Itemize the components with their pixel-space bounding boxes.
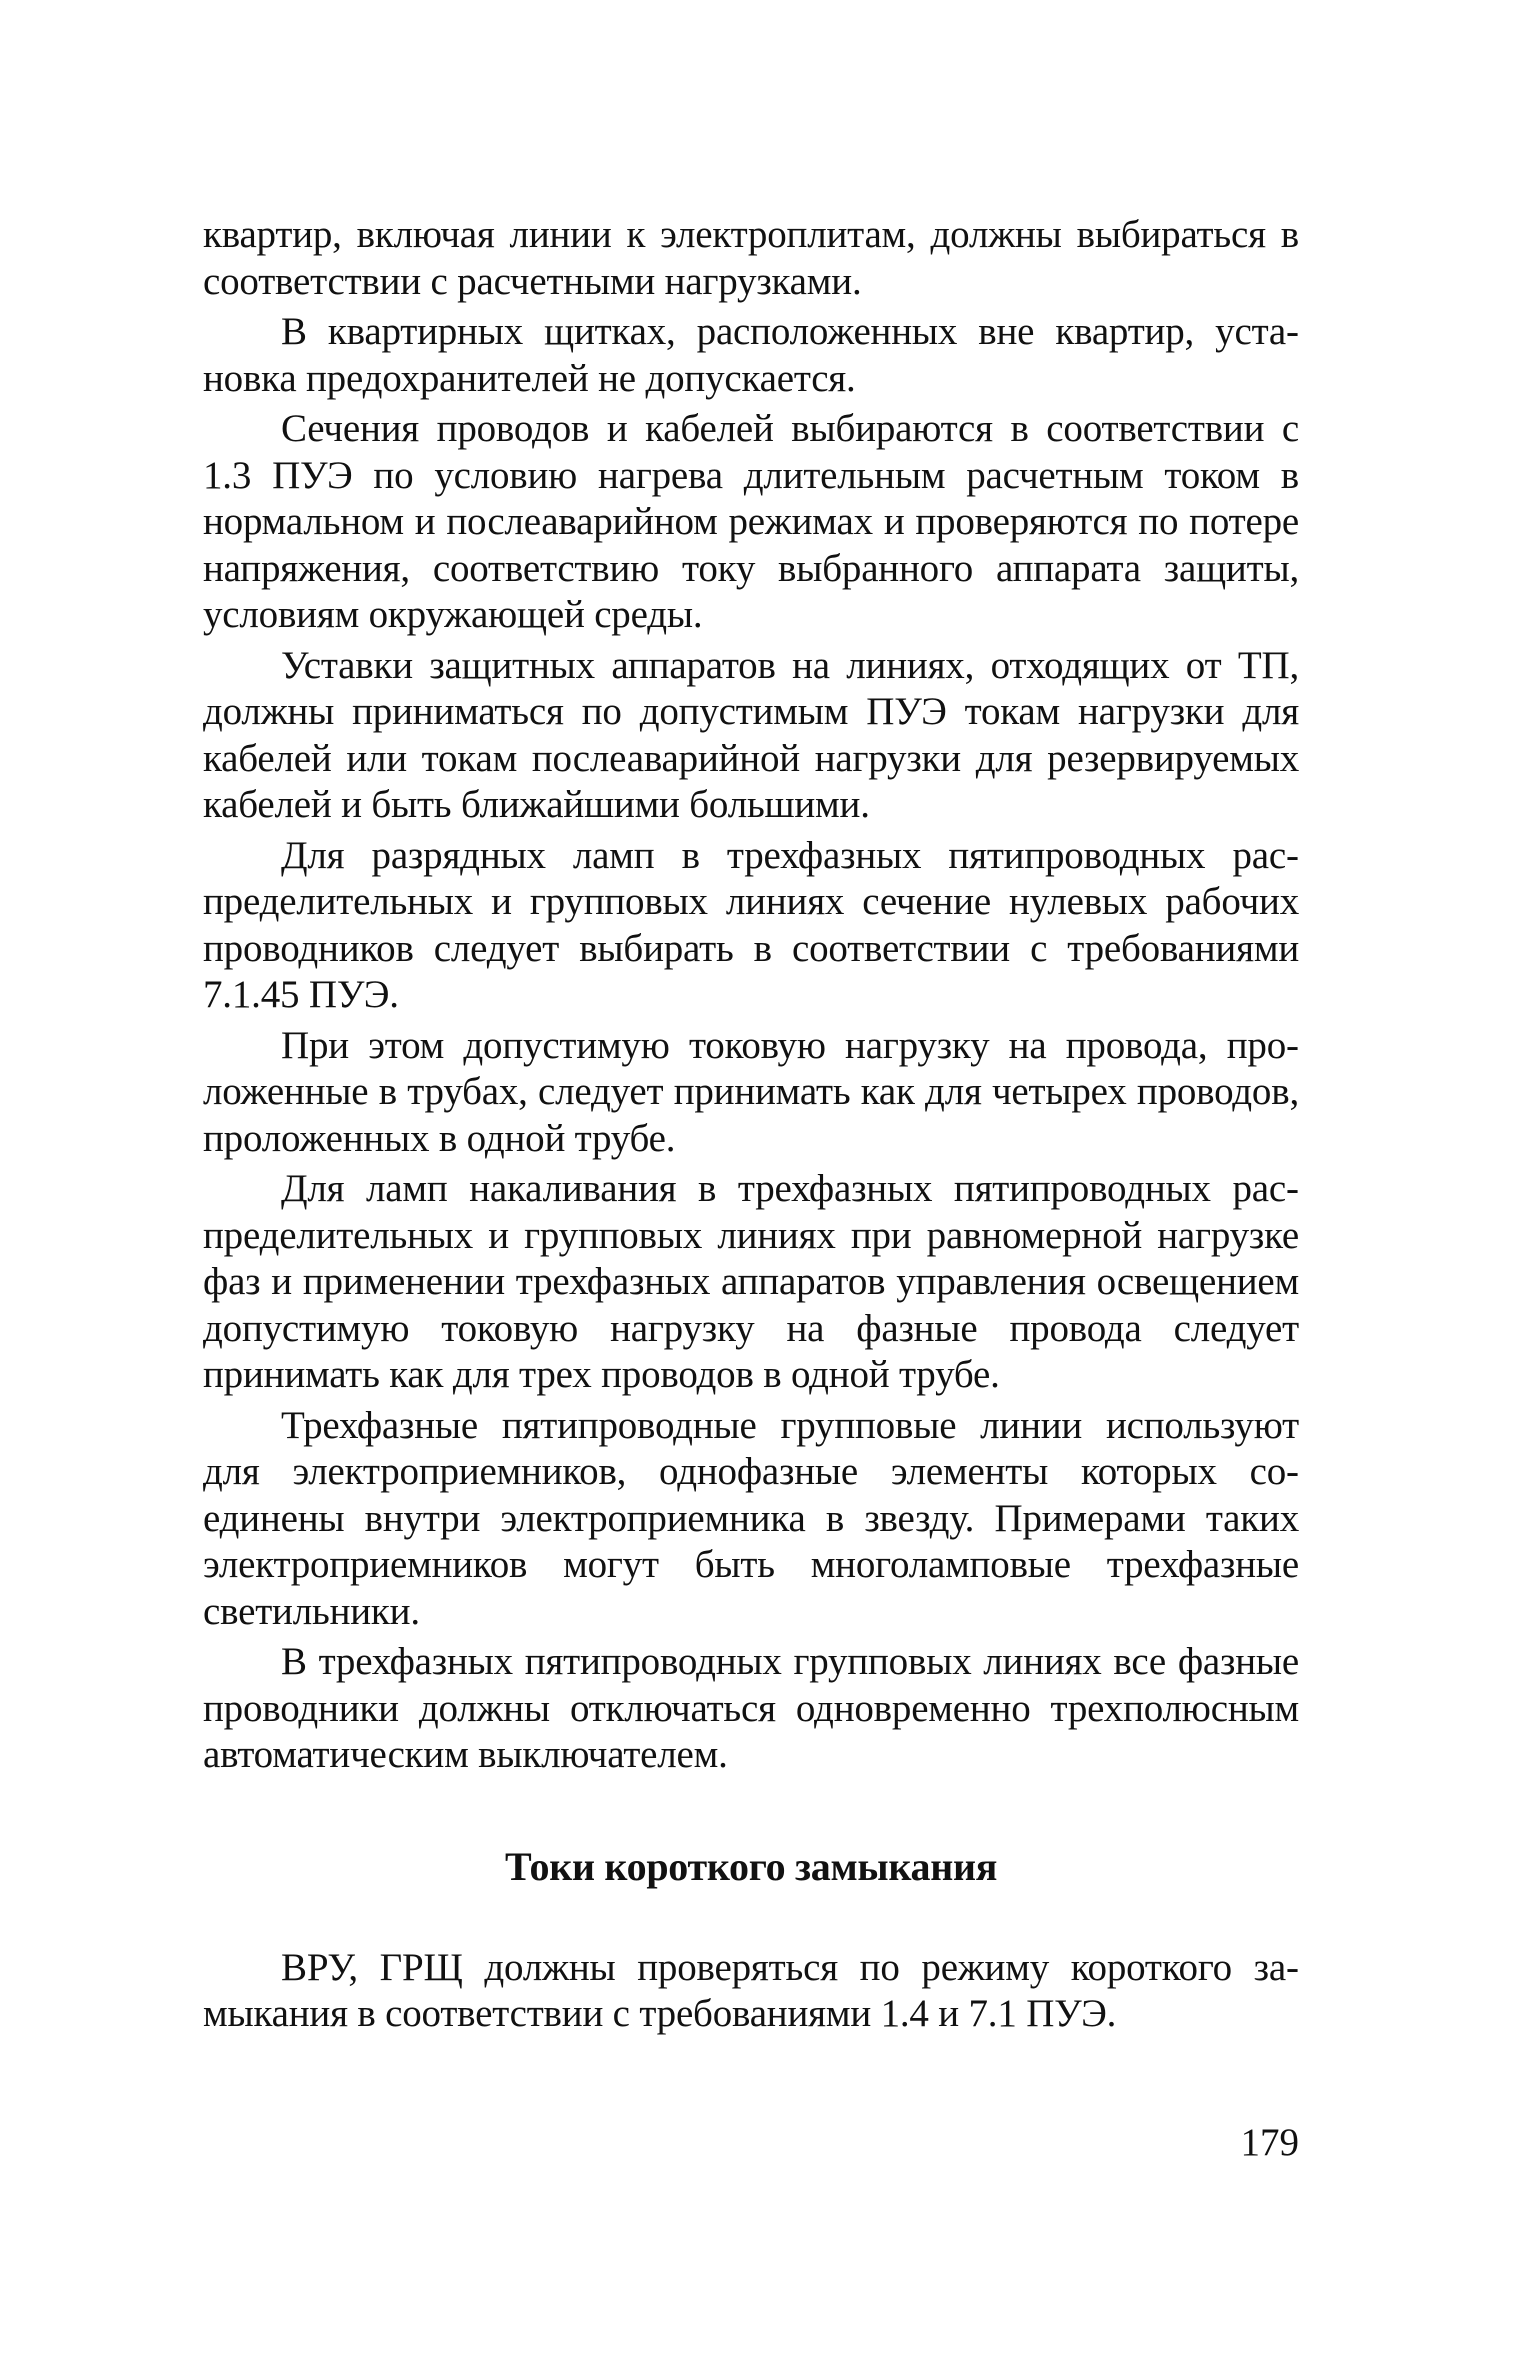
text-column <box>203 212 1299 2042</box>
paragraph-6: При этом допустимую токовую нагрузку на провода, проложенные в трубах, следует принимать как для четырех проводов, проложенных в одной трубе. <box>203 1023 1299 1160</box>
paragraph-2: В квартирных щитках, расположенных вне квартир, установка предохранителей не допускается. <box>203 310 1299 400</box>
section-paragraph-1: ВРУ, ГРЩ должны проверяться по режиму короткого замыкания в соответствии с требованиями 1.4 и 7.1 ПУЭ. <box>203 1945 1299 2035</box>
paragraph-7: Для ламп накаливания в трехфазных пятипроводных распределительных и групповых линиях при равномерной нагрузке фаз и применении трехфазных аппаратов управления освещением допустимую токовую нагрузку на фазные провода следует принимать как для трех проводов в одной трубе. <box>203 1167 1299 1396</box>
page-number: 179 <box>1240 2121 1299 2164</box>
paragraph-8: Трехфазные пятипроводные групповые линии используют для электроприемников, однофазные элементы которых соединены внутри электроприемника в звезду. Примерами таких электроприемников могут быть многоламповые трехфазные светильники. <box>203 1403 1299 1633</box>
paragraph-9: В трехфазных пятипроводных групповых линиях все фазные проводники должны отключаться одновременно трехполюсным автоматическим выключателем. <box>203 1640 1299 1776</box>
section-title: Токи короткого замыкания <box>504 1843 998 1889</box>
paragraph-1: квартир, включая линии к электроплитам, должны выбираться в соответствии с расчетными нагрузками. <box>203 213 1299 303</box>
paragraph-5: Для разрядных ламп в трехфазных пятипроводных распределительных и групповых линиях сечение нулевых рабочих проводников следует выбирать в соответствии с требованиями 7.1.45 ПУЭ. <box>203 833 1299 1016</box>
paragraph-4: Уставки защитных аппаратов на линиях, отходящих от ТП, должны приниматься по допустимым ПУЭ токам нагрузки для кабелей или токам послеаварийной нагрузки для резервируемых кабелей и быть ближайшими большими. <box>203 643 1299 826</box>
paragraph-3: Сечения проводов и кабелей выбираются в соответствии с 1.3 ПУЭ по условию нагрева длительным расчетным током в нормальном и послеаварийном режимах и проверяются по потере напряжения, соответствию току выбранного аппарата защиты, условиям окружающей среды. <box>203 407 1299 636</box>
